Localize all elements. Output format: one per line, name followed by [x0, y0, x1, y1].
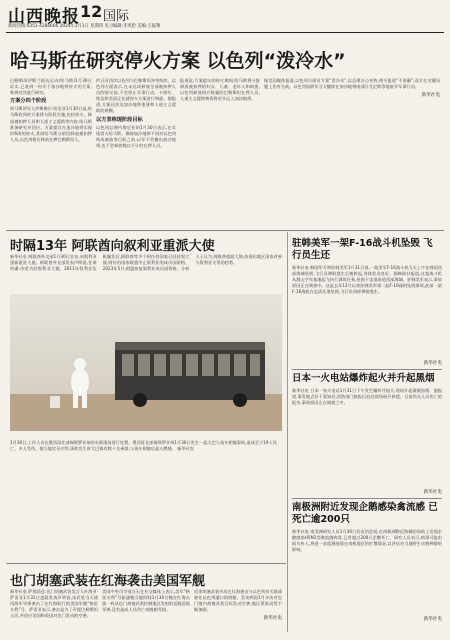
- lead-col-4: [264, 78, 440, 228]
- burned-bus-image: [10, 294, 282, 431]
- story3-col-2: [102, 589, 190, 637]
- lead-col-3: [180, 78, 260, 228]
- right-story-b-body: 新华社电 日本一家火电站1月31日下午发生爆炸并起火,现场升起滚滚黑烟。据报道,事发地点位于爱知县,消防部门接报后赶赴现场展开救援。目前尚无人员伤亡的报告,事故原因正在调查之中。: [292, 388, 442, 406]
- lead-byline: 新华社电: [421, 93, 440, 99]
- lead-body-4: 据美国媒体报道,以色列方面对方案“泼冷水”,以总理办公室称,相关报道“不准确”,双方在关键问题上仍有分歧。以色列国防军当天继续在加沙地带南部汗尤尼斯等地展开军事行动。: [264, 78, 440, 90]
- newspaper-logo: 山西晚报: [8, 7, 80, 27]
- story3-byline: 新华社电: [263, 616, 282, 622]
- masthead-rule: [6, 32, 444, 33]
- right-story-c-body: 新华社电 南美洲研究人员1月30日发布消息说,在南极洲附近海域的岛屿上发现企鹅感染H5N1型禽流感病毒,已有超过200只企鹅死亡。研究人员表示,病毒可能由候鸟传入,将进一步监测疫情在南极地区的扩散情况,以评估对当地野生动物种群的影响。: [292, 529, 442, 553]
- story3-headline: 也门胡塞武装在红海袭击美国军舰: [10, 574, 206, 589]
- right-story-b-headline: 日本一火电站爆炸起火并升起黑烟: [292, 373, 435, 384]
- section-title: 国际: [103, 9, 130, 24]
- issue-line: 新闻热线:0351-4286666 2024年2月1日 星期四 见习编辑:李兆伦 美编:王振翔: [8, 24, 161, 29]
- lead-subhead-1: 方案分四个阶段: [10, 98, 47, 105]
- divider: [292, 369, 442, 370]
- lead-subhead-2: 以方坚称现阶段目标: [96, 116, 143, 123]
- masthead: [0, 0, 450, 34]
- lead-col-2: [96, 78, 176, 228]
- lead-body-2b: 以色列总理内塔尼亚胡1月30日表示,在实现消灭哈马斯、确保加沙地带不再对以色列构成威胁等目标之前,以军不会撤出加沙地带,也不会释放数以千计的在押人员。: [96, 124, 176, 148]
- story3-col-1: [10, 589, 98, 637]
- story2-headline: 时隔13年 阿联酋向叙利亚重派大使: [10, 239, 215, 254]
- lead-intro: 巴勒斯坦伊斯兰抵抗运动(哈马斯)1月30日证实,已收到一份关于加沙地带停火的方案,称将对其进行研究。: [10, 78, 92, 96]
- right-story-c-byline: 新华社电: [423, 617, 442, 622]
- right-story-a-headline: 驻韩美军一架F-16战斗机坠毁 飞行员生还: [292, 238, 433, 261]
- right-column: [292, 236, 442, 636]
- lead-body-3: 报道说,方案提议的停火期间,哈马斯将分批释放被扣押的妇女、儿童、老年人和病患,以色列释放相应数量的巴勒斯坦在押人员,人道主义援助物资将更多运入加沙地带。: [180, 78, 260, 102]
- story3-body-3: 近来胡塞武装多次在红海袭击与以色列有关联或驶往以色列港口的商船。美英两国1月多次对也门境内胡塞武装目标发动空袭,地区紧张局势不断加剧。: [194, 589, 282, 613]
- story2-text: 新华社电 阿联酋外交部1月30日宣布,向叙利亚重新派驻大使。阿联酋外交部发表声明说,任命哈桑·沙希为驻叙利亚大使。2011年叙利亚危机爆发后,阿联酋等多个阿拉伯国家召回驻叙大使,阿拉伯国家联盟中止叙利亚的成员国资格。2023年5月,阿盟恢复叙利亚成员国资格。分析人士认为,阿联酋重派大使,体现出地区国家改善与叙利亚关系的趋势。: [10, 254, 282, 272]
- page-number: 12: [80, 2, 103, 21]
- divider: [6, 230, 444, 231]
- right-story-a-byline: 新华社电: [423, 361, 442, 366]
- lead-headline: 哈马斯在研究停火方案 以色列“泼冷水”: [10, 50, 346, 72]
- right-story-b-byline: 新华社电: [423, 490, 442, 495]
- right-story-c-headline: 南极洲附近发现企鹅感染禽流感 已死亡逾200只: [292, 502, 438, 525]
- lead-col-1: [10, 78, 92, 228]
- divider: [6, 563, 286, 564]
- story3-body-2: 美国中央司令部当天在社交媒体上表示,美军“格雷夫利”号驱逐舰当地时间1月30日晚在红海击落一枚从也门胡塞武装控制地区发射的反舰巡航导弹,没有造成人员伤亡或舰船受损。: [102, 589, 190, 613]
- story3-body-1: 新华社电 萨那消息:也门胡塞武装发言人叶海亚·萨雷亚1月31日凌晨发表声明说,该武装当天使用海军导弹袭击了在红海航行的美国军舰“格雷夫利”号。萨雷亚表示,袭击是为了声援巴勒斯坦人民,并回应美国和英国对也门发动的空袭。: [10, 589, 98, 619]
- lead-body-2: 约旦河西岸以色列与巴勒斯坦冲突持续。以色列方面表示,在未达成释放全部被扣押人员的协议前,不会停止军事行动。卡塔尔、埃及和美国正在就停火方案进行斡旋。据报道,方案还涉及加沙地带重建和人道主义援助的规模。: [96, 78, 176, 114]
- lead-body-1: 哈马斯领导人伊斯梅尔·哈尼亚1月30日说,哈马斯收到的方案将分阶段实施,包括停火、释放被扣押人员和人道主义援助等内容,哈马斯准备研究并回应。方案提议在加沙地带实现约6周的停火,其间哈马斯分阶段释放被扣押人员,以色列相应释放在押巴勒斯坦人。: [10, 106, 92, 142]
- right-story-a-body: 新华社电 韩国军方和驻韩美军1月31日说,一架美军F-16战斗机当天上午在韩国西部海域坠毁,飞行员弹射逃生后被救起,身体状况良好。据韩联社报道,这架战斗机从群山空军基地起飞执行训练任务,坠毁于忠清南道西部海域。驻韩美军表示,事故原因正在调查中。这是去年12月以来驻韩美军第二起F-16战机坠毁事故,此前一架F-16战机在忠清北道坠毁,飞行员同样弹射逃生。: [292, 265, 442, 295]
- divider: [292, 498, 442, 499]
- accident-photo: [10, 294, 282, 431]
- story3-col-3: [194, 589, 282, 637]
- column-divider: [287, 232, 288, 632]
- story2-body: [10, 254, 282, 290]
- photo-caption: 1月30日,工作人员在墨西哥北部锡那罗亚州的车祸现场进行处置。墨西哥北部锡那罗亚州1月30日发生一起大巴与货车相撞事故,造成至少19人死亡、多人受伤。据当地官员介绍,事故发生时大巴载有数十名乘客,与货车相撞后起火燃烧。 新华社发: [10, 440, 277, 451]
